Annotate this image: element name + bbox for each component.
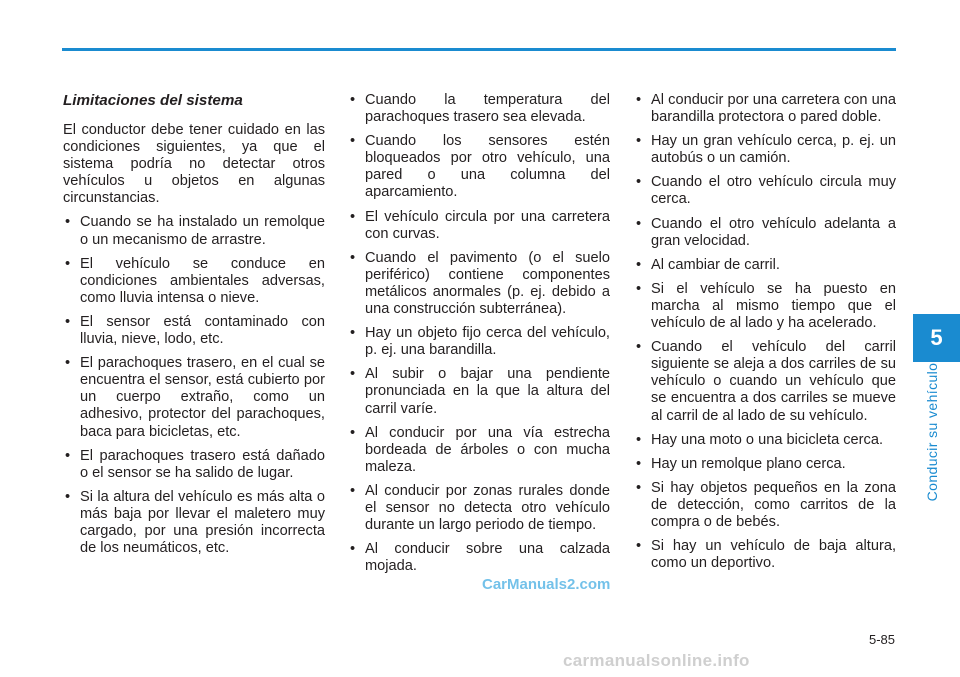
list-item: • Al conducir por una vía estrecha bordeada de árboles o con mucha maleza. <box>348 425 610 476</box>
column-3 <box>634 92 896 579</box>
list-item: • El parachoques trasero está dañado o el sensor se ha salido de lugar. <box>63 448 325 482</box>
list-item: • El vehículo se conduce en condiciones ambientales adversas, como lluvia intensa o nieve. <box>63 256 325 307</box>
intro-paragraph: El conductor debe tener cuidado en las condiciones siguientes, ya que el sistema podría no detectar otros vehículos u objetos en algunas circunstancias. <box>63 122 325 207</box>
list-item: • El sensor está contaminado con lluvia, nieve, lodo, etc. <box>63 314 325 348</box>
list-item: • Al cambiar de carril. <box>634 257 896 274</box>
list-item: • Cuando el otro vehículo adelanta a gran velocidad. <box>634 216 896 250</box>
limitations-list-1 <box>63 214 325 557</box>
list-item: • Al conducir por una carretera con una barandilla protectora o pared doble. <box>634 92 896 126</box>
list-item: • Al conducir por zonas rurales donde el sensor no detecta otro vehículo durante un largo periodo de tiempo. <box>348 483 610 534</box>
list-item: • Cuando se ha instalado un remolque o un mecanismo de arrastre. <box>63 214 325 248</box>
limitations-list-2 <box>348 92 610 575</box>
watermark-carmanuals: CarManuals2.com <box>482 576 611 593</box>
list-item: • Cuando el otro vehículo circula muy cerca. <box>634 174 896 208</box>
list-item: • El parachoques trasero, en el cual se encuentra el sensor, está cubierto por un cuerpo extraño, como un adhesivo, protector del parachoques, baca para bicicletas, etc. <box>63 355 325 440</box>
chapter-tab: 5 <box>913 314 960 362</box>
header-rule <box>62 48 896 51</box>
chapter-title: Conducir su vehículo <box>924 362 940 502</box>
list-item: • Hay un gran vehículo cerca, p. ej. un autobús o un camión. <box>634 133 896 167</box>
list-item: • Si la altura del vehículo es más alta o más baja por llevar el maletero muy cargado, por una presión incorrecta de los neumáticos, etc. <box>63 489 325 557</box>
list-item: • Cuando los sensores estén bloqueados por otro vehículo, una pared o una columna del aparcamiento. <box>348 133 610 201</box>
watermark-carmanualsonline: carmanualsonline.info <box>563 651 750 670</box>
column-2 <box>348 92 610 582</box>
section-heading: Limitaciones del sistema <box>63 92 243 109</box>
list-item: • Cuando la temperatura del parachoques trasero sea elevada. <box>348 92 610 126</box>
limitations-list-3 <box>634 92 896 572</box>
list-item: • Hay una moto o una bicicleta cerca. <box>634 432 896 449</box>
list-item: • Si el vehículo se ha puesto en marcha al mismo tiempo que el vehículo de al lado y ha acelerado. <box>634 281 896 332</box>
list-item: • Al conducir sobre una calzada mojada. <box>348 541 610 575</box>
list-item: • Si hay objetos pequeños en la zona de detección, como carritos de la compra o de bebés. <box>634 480 896 531</box>
list-item: • El vehículo circula por una carretera con curvas. <box>348 209 610 243</box>
list-item: • Si hay un vehículo de baja altura, como un deportivo. <box>634 538 896 572</box>
column-1 <box>63 92 325 564</box>
list-item: • Al subir o bajar una pendiente pronunciada en la que la altura del carril varíe. <box>348 366 610 417</box>
list-item: • Hay un remolque plano cerca. <box>634 456 896 473</box>
list-item: • Cuando el pavimento (o el suelo periférico) contiene componentes metálicos anormales (p. ej. debido a una construcción subterránea). <box>348 250 610 318</box>
list-item: • Hay un objeto fijo cerca del vehículo, p. ej. una barandilla. <box>348 325 610 359</box>
list-item: • Cuando el vehículo del carril siguiente se aleja a dos carriles de su vehículo o cuando un vehículo que se encuentra a dos carriles se mueve al carril de al lado de su vehículo. <box>634 339 896 424</box>
page-number: 5-85 <box>868 632 895 647</box>
